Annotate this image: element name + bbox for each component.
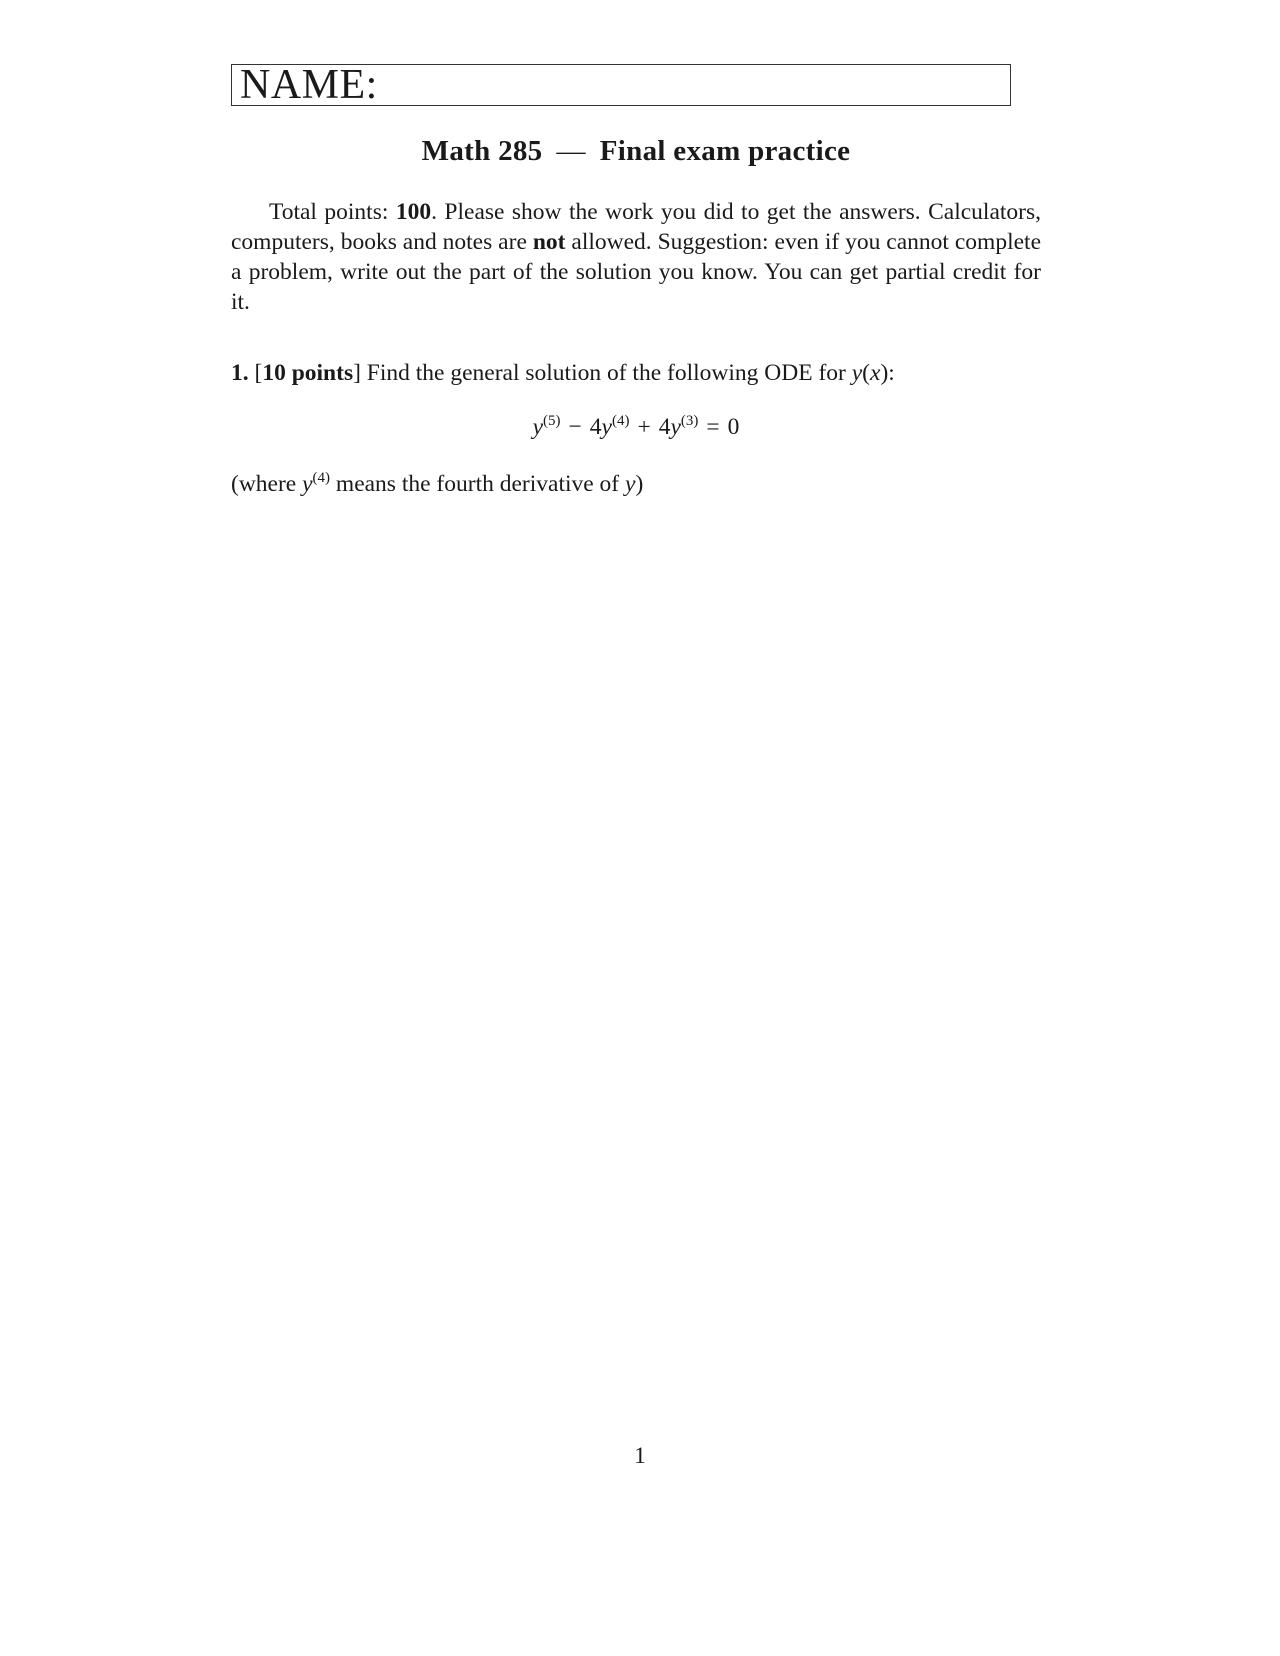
name-label: NAME:	[240, 62, 378, 108]
ode-equation	[231, 412, 1041, 442]
eq-equals: =	[706, 414, 720, 440]
problem-1-statement	[231, 358, 1041, 388]
note-close: )	[635, 471, 644, 497]
eq-plus: +	[637, 414, 651, 440]
function-name: y	[851, 360, 863, 386]
eq-minus: −	[568, 414, 582, 440]
note-var2: y	[625, 471, 636, 497]
eq-term3-var: y	[670, 414, 681, 440]
eq-term3-coef: 4	[658, 414, 671, 440]
eq-term3-order: (3)	[680, 413, 699, 429]
note-open: (where	[231, 471, 303, 497]
instructions-text-2: . Please show the work you did to get the answers. Calculators, computers, books and notes are	[231, 199, 1042, 255]
note-var: y	[302, 471, 313, 497]
function-argument: x	[870, 360, 881, 386]
note-middle: means the fourth derivative of	[330, 471, 626, 497]
page-number: 1	[634, 1443, 646, 1469]
eq-term2-coef: 4	[589, 414, 602, 440]
instructions-text-1: Total points:	[269, 199, 396, 225]
eq-term1-order: (5)	[543, 413, 561, 429]
function-paren-close: ):	[880, 360, 895, 386]
name-field-box[interactable]	[231, 64, 1011, 106]
instructions-paragraph	[231, 197, 1041, 317]
title-dash: —	[556, 135, 586, 167]
problem-number: 1.	[231, 360, 249, 386]
page-title	[231, 135, 1041, 168]
eq-term2-order: (4)	[611, 413, 630, 429]
problem-points: 10 points	[262, 360, 354, 386]
exam-name: Final exam practice	[599, 135, 851, 167]
problem-text: Find the general solution of the following ODE for	[360, 360, 852, 386]
not-emphasis: not	[532, 229, 566, 255]
function-paren-open: (	[862, 360, 870, 386]
points-bracket-open: [	[254, 360, 263, 386]
eq-rhs: 0	[727, 414, 740, 440]
eq-term2-var: y	[601, 414, 612, 440]
instructions-text-3: allowed. Suggestion: even if you cannot complete a problem, write out the part of the solution you know. You can get partial credit for it.	[231, 229, 1041, 315]
derivative-note	[231, 469, 1041, 499]
course-name: Math 285	[421, 135, 543, 167]
total-points-value: 100	[395, 199, 432, 225]
points-bracket-close: ]	[353, 360, 361, 386]
note-order: (4)	[312, 470, 331, 486]
eq-term1-var: y	[532, 414, 543, 440]
